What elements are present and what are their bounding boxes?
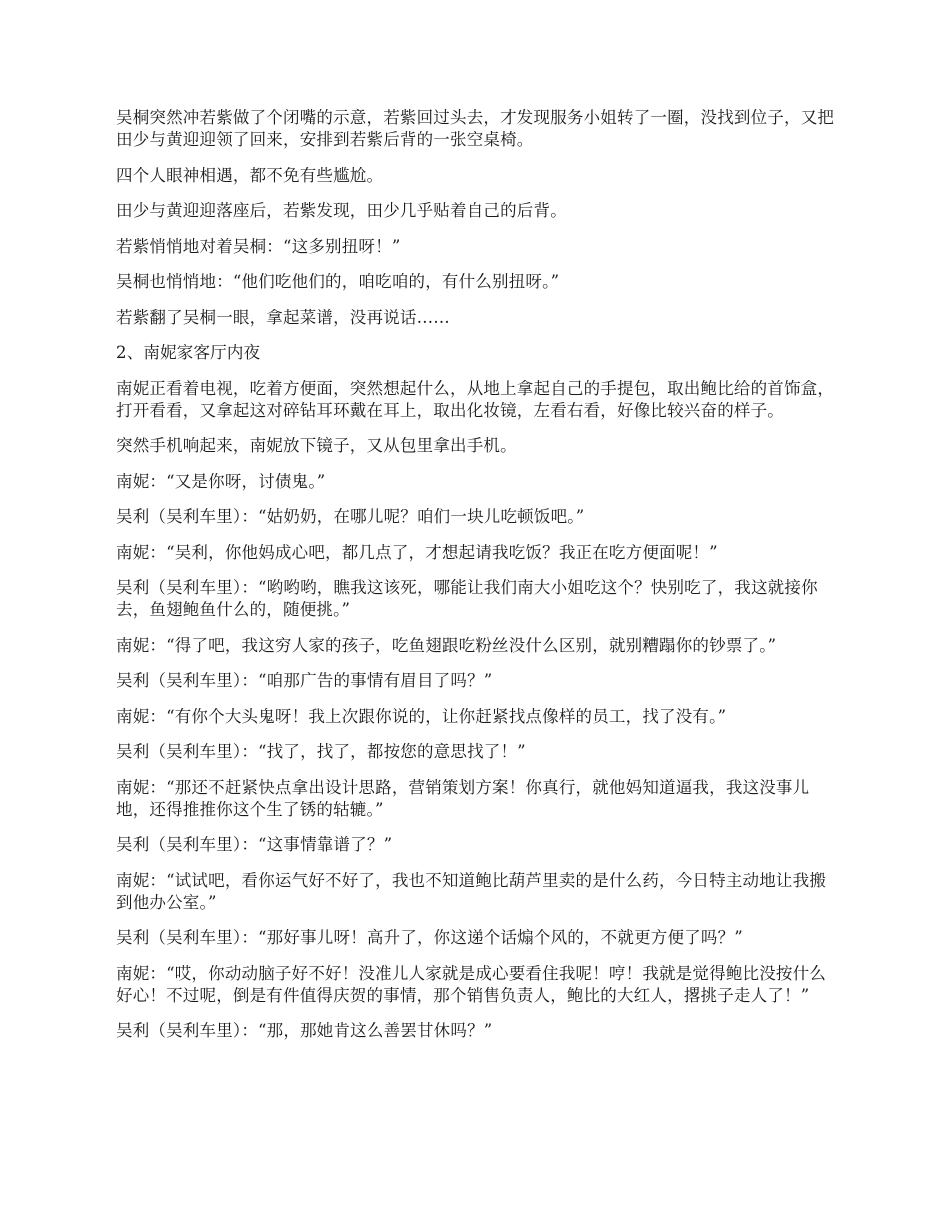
dialogue-line: 吴利（吴利车里）：“那好事儿呀！高升了，你这递个话煽个风的，不就更方便了吗？” (116, 928, 743, 947)
dialogue-line: 南妮：“得了吧，我这穷人家的孩子，吃鱼翅跟吃粉丝没什么区别，就别糟蹋你的钞票了。” (116, 635, 777, 655)
dialogue-line: 南妮：“有你个大头鬼呀！我上次跟你说的，让你赶紧找点像样的员工，找了没有。” (116, 706, 727, 726)
paragraph: 吴桐也悄悄地：“他们吃他们的，咱吃咱的，有什么别扭呀。” (116, 272, 560, 291)
paragraph: 南妮正看着电视，吃着方便面，突然想起什么，从地上拿起自己的手提包，取出鲍比给的首饰盒，打开看看，又拿起这对碎钻耳环戴在耳上，取出化妆镜，左看右看，好像比较兴奋的样子。 (116, 378, 835, 420)
paragraph: 突然手机响起来，南妮放下镜子，又从包里拿出手机。 (116, 436, 517, 455)
dialogue-line: 吴利（吴利车里）：“找了，找了，都按您的意思找了！” (116, 742, 526, 761)
dialogue-line: 吴利（吴利车里）：“那，那她肯这么善罢甘休吗？” (116, 1021, 493, 1040)
dialogue-line: 吴利（吴利车里）：“咱那广告的事情有眉目了吗？” (116, 671, 493, 690)
dialogue-line: 吴利（吴利车里）：“哟哟哟，瞧我这该死，哪能让我们南大小姐吃这个？快别吃了，我这就接你去，鱼翅鲍鱼什么的，随便挑。” (116, 578, 818, 619)
paragraph: 四个人眼神相遇，都不免有些尴尬。 (116, 165, 384, 185)
dialogue-line: 南妮：“哎，你动动脑子好不好！没准儿人家就是成心要看住我呢！哼！我就是觉得鲍比没按什么好心！不过呢，倒是有件值得庆贺的事情，那个销售负责人，鲍比的大红人，撂挑子走人了！” (116, 963, 827, 1005)
dialogue-line: 吴利（吴利车里）：“姑奶奶，在哪儿呢？咱们一块儿吃顿饭吧。” (116, 507, 585, 526)
dialogue-line: 吴利（吴利车里）：“这事情靠谱了？” (116, 835, 393, 854)
document-page (116, 107, 840, 1056)
paragraph: 吴桐突然冲若紫做了个闭嘴的示意，若紫回过头去，才发现服务小姐转了一圈，没找到位子，又把田少与黄迎迎领了回来，安排到若紫后背的一张空桌椅。 (116, 108, 835, 149)
dialogue-line: 南妮：“吴利，你他妈成心吧，都几点了，才想起请我吃饭？我正在吃方便面呢！” (116, 542, 718, 562)
dialogue-line: 南妮：“试试吧，看你运气好不好了，我也不知道鲍比葫芦里卖的是什么药，今日特主动地让我搬到他办公室。” (116, 870, 827, 912)
dialogue-line: 南妮：“那还不赶紧快点拿出设计思路，营销策划方案！你真行，就他妈知道逼我，我这没事儿地，还得推推你这个生了锈的轱辘。” (116, 777, 810, 819)
dialogue-line: 南妮：“又是你呀，讨债鬼。” (116, 471, 326, 491)
paragraph: 若紫翻了吴桐一眼，拿起菜谱，没再说话…… (116, 307, 450, 327)
paragraph: 田少与黄迎迎落座后，若紫发现，田少几乎贴着自己的后背。 (116, 201, 567, 220)
paragraph: 若紫悄悄地对着吴桐：“这多别扭呀！” (116, 236, 401, 256)
scene-heading: 2、南妮家客厅内夜 (116, 343, 261, 362)
